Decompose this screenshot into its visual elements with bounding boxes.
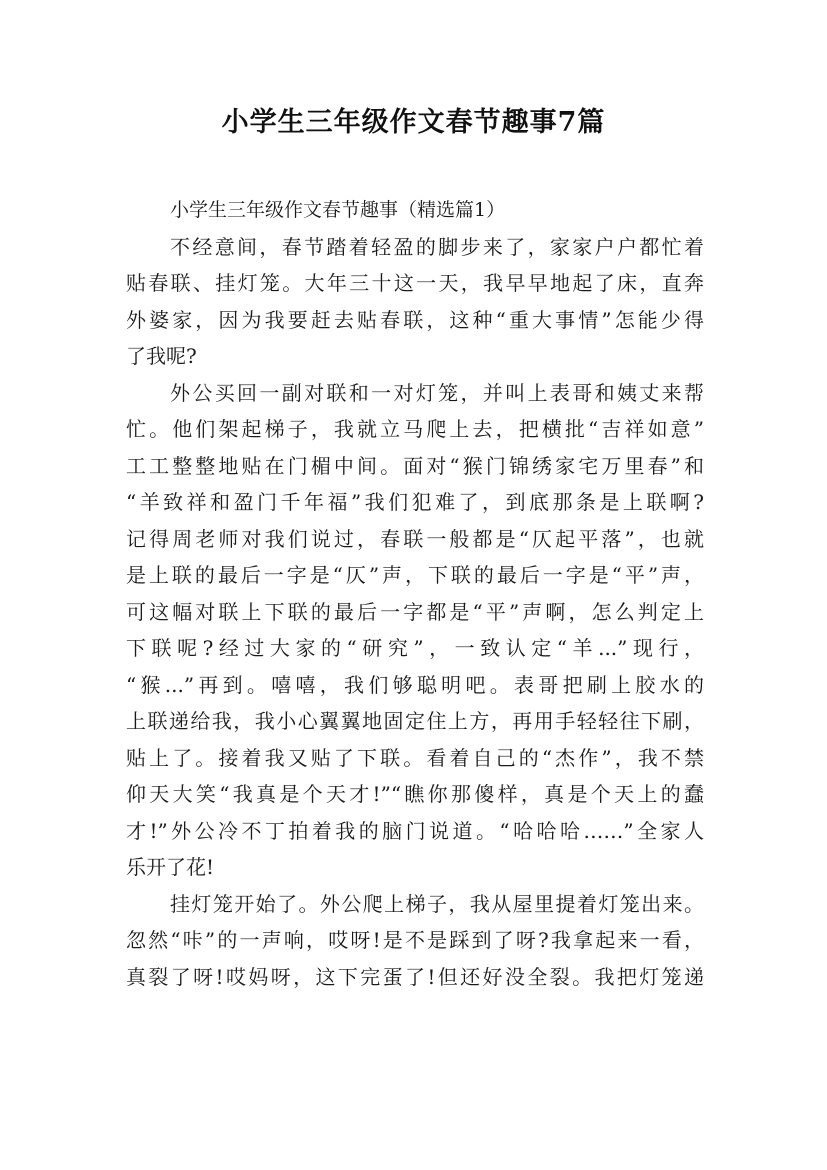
paragraph-line: 挂灯笼开始了。外公爬上梯子，我从屋里提着灯笼出来。: [170, 891, 704, 916]
paragraph-line: 才!”外公冷不丁拍着我的脑门说道。“哈哈哈……”全家人: [126, 818, 704, 843]
paragraph-line: 上联递给我，我小心翼翼地固定住上方，再用手轻轻往下刷，: [126, 709, 704, 733]
paragraph-line: 仰天大笑“我真是个天才!”“瞧你那傻样，真是个天上的蠢: [126, 782, 704, 806]
paragraph-line: 下联呢?经过大家的“研究”，一致认定“羊...”现行，: [126, 636, 704, 660]
paragraph-line: 贴春联、挂灯笼。大年三十这一天，我早早地起了床，直奔: [126, 271, 704, 295]
paragraph-line: 外公买回一副对联和一对灯笼，并叫上表哥和姨丈来帮: [170, 380, 704, 405]
paragraph-line: 贴上了。接着我又贴了下联。看着自己的“杰作”，我不禁: [126, 745, 704, 770]
paragraph-line: 真裂了呀!哎妈呀，这下完蛋了!但还好没全裂。我把灯笼递: [126, 964, 704, 989]
paragraph-line: 是上联的最后一字是“仄”声，下联的最后一字是“平”声，: [126, 563, 704, 587]
paragraph-line: 外婆家，因为我要赶去贴春联，这种“重大事情”怎能少得: [126, 307, 704, 332]
document-title: 小学生三年级作文春节趣事7篇: [221, 107, 606, 138]
paragraph-line: 记得周老师对我们说过，春联一般都是“仄起平落”，也就: [126, 526, 704, 551]
paragraph-line: 了我呢?: [126, 344, 197, 368]
paragraph-line: 工工整整地贴在门楣中间。面对“猴门锦绣家宅万里春”和: [126, 453, 704, 478]
paragraph-line: 忙。他们架起梯子，我就立马爬上去，把横批“吉祥如意”: [126, 417, 704, 441]
paragraph-line: “羊致祥和盈门千年福”我们犯难了，到底那条是上联啊?: [126, 490, 704, 514]
paragraph-line: 乐开了花!: [126, 855, 215, 879]
paragraph-line: 可这幅对联上下联的最后一字都是“平”声啊，怎么判定上: [126, 599, 704, 624]
section-heading: 小学生三年级作文春节趣事（精选篇1）: [170, 199, 506, 221]
paragraph-line: 不经意间，春节踏着轻盈的脚步来了，家家户户都忙着: [170, 234, 704, 259]
paragraph-line: “猴...”再到。嘻嘻，我们够聪明吧。表哥把刷上胶水的: [126, 672, 704, 697]
paragraph-line: 忽然“咔”的一声响，哎呀!是不是踩到了呀?我拿起来一看，: [126, 928, 704, 952]
article-body: [126, 192, 704, 995]
